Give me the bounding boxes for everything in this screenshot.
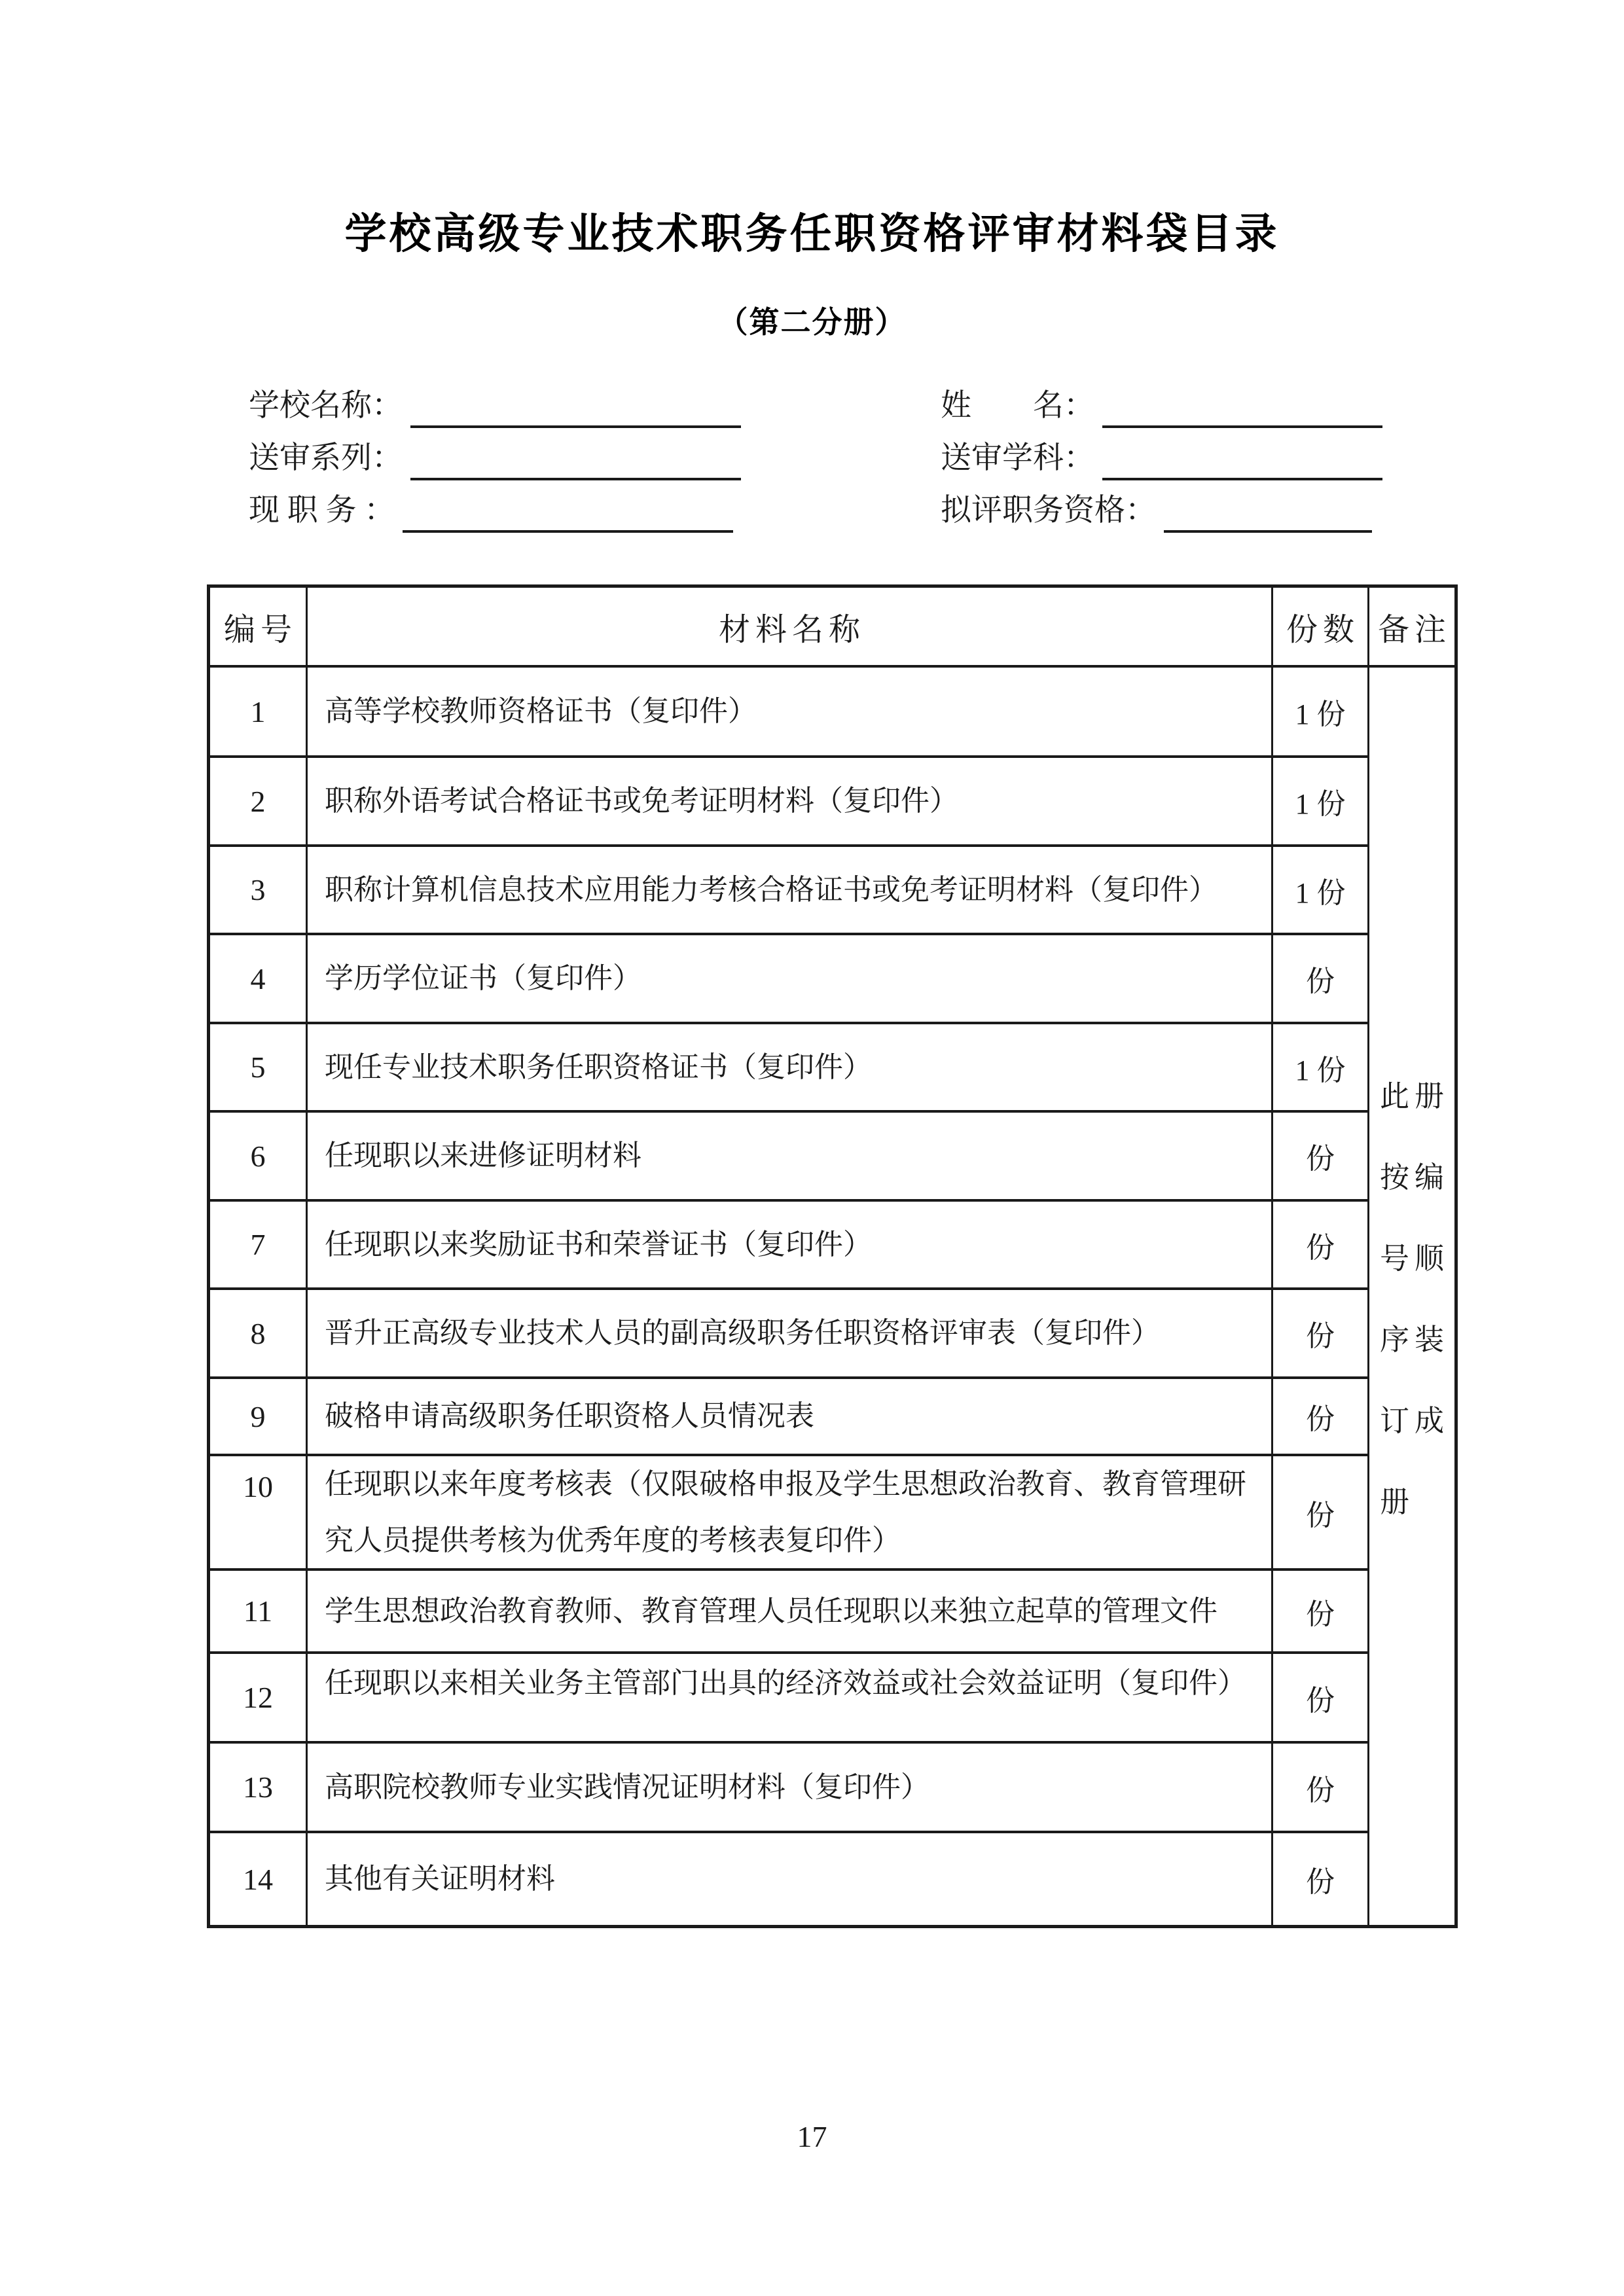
row-no: 3 bbox=[210, 847, 308, 935]
field-label-person-name: 姓 名： bbox=[941, 389, 1094, 423]
row-copies: 份 bbox=[1273, 1571, 1369, 1654]
remark-line bbox=[1369, 1053, 1454, 1134]
page-subtitle: （第二分册） bbox=[717, 304, 907, 340]
row-name: 学历学位证书（复印件） bbox=[308, 935, 1273, 1024]
current-post-blank bbox=[403, 496, 733, 533]
row-name: 其他有关证明材料 bbox=[308, 1833, 1273, 1925]
field-proposed-qualification bbox=[941, 490, 1372, 530]
school-name-blank bbox=[410, 391, 741, 428]
row-copies: 份 bbox=[1273, 1379, 1369, 1456]
col-header-copies: 份数 bbox=[1273, 588, 1369, 668]
proposed-qualification-blank bbox=[1164, 496, 1372, 533]
row-no: 13 bbox=[210, 1744, 308, 1833]
field-label-review-series: 送审系列： bbox=[249, 441, 403, 475]
remark-char: 编 bbox=[1414, 1161, 1444, 1194]
page-title: 学校高级专业技术职务任职资格评审材料袋目录 bbox=[344, 210, 1280, 259]
row-no: 12 bbox=[210, 1654, 308, 1744]
row-copies: 份 bbox=[1273, 1456, 1369, 1571]
person-name-blank bbox=[1102, 391, 1382, 428]
row-name: 高职院校教师专业实践情况证明材料（复印件） bbox=[308, 1744, 1273, 1833]
review-series-blank bbox=[410, 444, 741, 480]
row-no: 6 bbox=[210, 1113, 308, 1202]
remark-char: 顺 bbox=[1414, 1242, 1444, 1275]
remark-line bbox=[1369, 1378, 1454, 1459]
page-number: 17 bbox=[797, 2120, 827, 2153]
row-copies: 份 bbox=[1273, 1654, 1369, 1744]
row-no: 9 bbox=[210, 1379, 308, 1456]
row-copies: 1 份 bbox=[1273, 1024, 1369, 1113]
row-name: 晋升正高级专业技术人员的副高级职务任职资格评审表（复印件） bbox=[308, 1290, 1273, 1379]
info-form bbox=[0, 385, 1624, 548]
row-copies: 1 份 bbox=[1273, 668, 1369, 758]
row-copies: 份 bbox=[1273, 1744, 1369, 1833]
row-no: 10 bbox=[210, 1456, 308, 1571]
row-name: 职称外语考试合格证书或免考证明材料（复印件） bbox=[308, 758, 1273, 847]
remark-line bbox=[1369, 1215, 1454, 1297]
row-name: 高等学校教师资格证书（复印件） bbox=[308, 668, 1273, 758]
row-name: 破格申请高级职务任职资格人员情况表 bbox=[308, 1379, 1273, 1456]
remark-char: 成 bbox=[1414, 1405, 1444, 1437]
remark-char: 册 bbox=[1380, 1486, 1410, 1518]
field-label-review-subject: 送审学科： bbox=[941, 441, 1094, 475]
row-no: 2 bbox=[210, 758, 308, 847]
row-no: 5 bbox=[210, 1024, 308, 1113]
row-name: 现任专业技术职务任职资格证书（复印件） bbox=[308, 1024, 1273, 1113]
field-label-proposed-qualification: 拟评职务资格： bbox=[941, 493, 1156, 528]
row-no: 14 bbox=[210, 1833, 308, 1925]
row-copies: 份 bbox=[1273, 1113, 1369, 1202]
row-name: 任现职以来奖励证书和荣誉证书（复印件） bbox=[308, 1202, 1273, 1290]
field-person-name bbox=[941, 385, 1382, 425]
field-school-name bbox=[249, 385, 741, 425]
row-no: 8 bbox=[210, 1290, 308, 1379]
remark-line bbox=[1369, 1297, 1454, 1378]
row-copies: 份 bbox=[1273, 1202, 1369, 1290]
remark-char: 订 bbox=[1380, 1405, 1410, 1437]
field-label-school-name: 学校名称： bbox=[249, 389, 403, 423]
row-copies: 1 份 bbox=[1273, 847, 1369, 935]
remark-line bbox=[1369, 1134, 1454, 1215]
field-review-series bbox=[249, 437, 741, 478]
field-current-post bbox=[249, 490, 733, 530]
row-no: 11 bbox=[210, 1571, 308, 1654]
row-name: 学生思想政治教育教师、教育管理人员任现职以来独立起草的管理文件 bbox=[308, 1571, 1273, 1654]
col-header-no: 编号 bbox=[210, 588, 308, 668]
remark-merged-cell bbox=[1369, 668, 1454, 1925]
col-header-name: 材料名称 bbox=[308, 588, 1273, 668]
remark-line bbox=[1369, 1459, 1454, 1540]
row-copies: 份 bbox=[1273, 1833, 1369, 1925]
row-no: 7 bbox=[210, 1202, 308, 1290]
row-name: 任现职以来进修证明材料 bbox=[308, 1113, 1273, 1202]
materials-table bbox=[207, 584, 1458, 1928]
row-no: 4 bbox=[210, 935, 308, 1024]
row-name: 任现职以来相关业务主管部门出具的经济效益或社会效益证明（复印件） bbox=[308, 1654, 1273, 1744]
remark-char: 序 bbox=[1380, 1323, 1410, 1356]
row-name: 任现职以来年度考核表（仅限破格申报及学生思想政治教育、教育管理研究人员提供考核为优秀年度的考核表复印件） bbox=[308, 1456, 1273, 1571]
remark-char: 此 bbox=[1380, 1080, 1410, 1113]
row-copies: 份 bbox=[1273, 935, 1369, 1024]
row-no: 1 bbox=[210, 668, 308, 758]
field-review-subject bbox=[941, 437, 1382, 478]
field-label-current-post: 现 职 务 ： bbox=[249, 493, 395, 528]
row-name: 职称计算机信息技术应用能力考核合格证书或免考证明材料（复印件） bbox=[308, 847, 1273, 935]
remark-char: 装 bbox=[1414, 1323, 1444, 1356]
remark-char: 按 bbox=[1380, 1161, 1410, 1194]
row-copies: 1 份 bbox=[1273, 758, 1369, 847]
remark-char: 号 bbox=[1380, 1242, 1410, 1275]
remark-char: 册 bbox=[1414, 1080, 1444, 1113]
col-header-remark: 备注 bbox=[1369, 588, 1454, 668]
review-subject-blank bbox=[1102, 444, 1382, 480]
row-copies: 份 bbox=[1273, 1290, 1369, 1379]
